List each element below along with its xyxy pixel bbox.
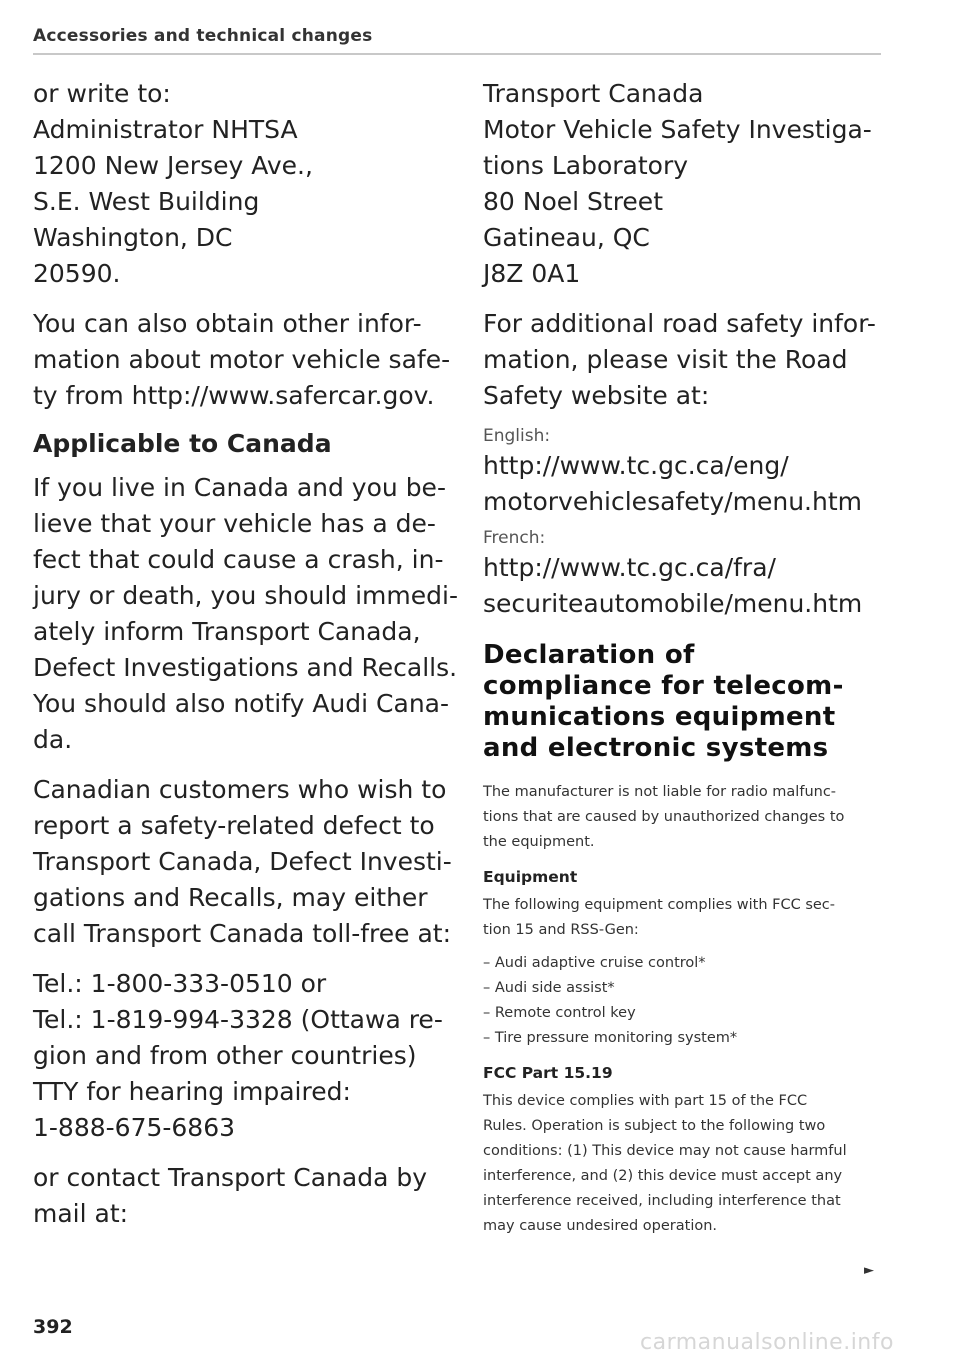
- left-column: [33, 76, 458, 1242]
- canada-defect-paragraph: [33, 470, 458, 758]
- text-line: Transport Canada: [483, 79, 704, 108]
- url-line[interactable]: http://www.tc.gc.ca/eng/: [483, 451, 789, 480]
- heading-line: munications equipment: [483, 702, 836, 732]
- phone-numbers: [33, 966, 453, 1146]
- heading-line: and electronic systems: [483, 733, 829, 763]
- heading-equipment: Equipment: [483, 868, 578, 886]
- list-item: – Tire pressure monitoring system*: [483, 1030, 738, 1046]
- text-line: For additional road safety infor-: [483, 309, 876, 338]
- text-line: jury or death, you should immedi-: [33, 581, 458, 610]
- text-line: Washington, DC: [33, 223, 233, 252]
- equipment-paragraph: [483, 893, 888, 943]
- heading-line: compliance for telecom-: [483, 671, 844, 701]
- text-line: call Transport Canada toll-free at:: [33, 919, 452, 948]
- text-line: lieve that your vehicle has a de-: [33, 509, 436, 538]
- manufacturer-liability-paragraph: [483, 780, 888, 855]
- fcc-paragraph: [483, 1089, 888, 1239]
- heading-fcc-part: FCC Part 15.19: [483, 1064, 613, 1082]
- text-line: If you live in Canada and you be-: [33, 473, 446, 502]
- text-line: fect that could cause a crash, in-: [33, 545, 444, 574]
- url-line[interactable]: http://www.tc.gc.ca/fra/: [483, 553, 776, 582]
- text-line: ately inform Transport Canada,: [33, 617, 421, 646]
- text-line: Rules. Operation is subject to the following two: [483, 1118, 826, 1134]
- text-line: This device complies with part 15 of the FCC: [483, 1093, 808, 1109]
- text-line: 20590.: [33, 259, 121, 288]
- text-line: tion 15 and RSS-Gen:: [483, 922, 639, 938]
- heading-declaration-of-compliance: [483, 640, 888, 764]
- french-label: French:: [483, 528, 546, 548]
- text-line: report a safety-related defect to: [33, 811, 435, 840]
- text-line: the equipment.: [483, 834, 595, 850]
- text-line: mation about motor vehicle safe-: [33, 345, 451, 374]
- english-label: English:: [483, 426, 551, 446]
- text-line: interference, and (2) this device must accept any: [483, 1168, 843, 1184]
- text-line: Transport Canada, Defect Investi-: [33, 847, 452, 876]
- text-line: You can also obtain other infor-: [33, 309, 422, 338]
- text-line: da.: [33, 725, 73, 754]
- text-line: gations and Recalls, may either: [33, 883, 428, 912]
- canadian-customers-paragraph: [33, 772, 453, 952]
- write-to-paragraph: [33, 76, 453, 112]
- heading-line: Declaration of: [483, 640, 695, 670]
- heading-applicable-to-canada: Applicable to Canada: [33, 429, 332, 458]
- list-item: – Audi adaptive cruise control*: [483, 955, 706, 971]
- text-line: gion and from other countries): [33, 1041, 417, 1070]
- text-line: Safety website at:: [483, 381, 710, 410]
- url-line[interactable]: motorvehiclesafety/menu.htm: [483, 487, 862, 516]
- list-item: – Audi side assist*: [483, 980, 615, 996]
- url-line[interactable]: securiteautomobile/menu.htm: [483, 589, 863, 618]
- text-line: Administrator NHTSA: [33, 115, 298, 144]
- text-line: S.E. West Building: [33, 187, 260, 216]
- text-line: The manufacturer is not liable for radio malfunc-: [483, 784, 837, 800]
- text-line: Motor Vehicle Safety Investiga-: [483, 115, 872, 144]
- english-url[interactable]: [483, 448, 888, 520]
- text-line: 80 Noel Street: [483, 187, 663, 216]
- text-line: may cause undesired operation.: [483, 1218, 718, 1234]
- text-line: You should also notify Audi Cana-: [33, 689, 450, 718]
- text-line: ty from http://www.safercar.gov.: [33, 381, 435, 410]
- text-line: tions that are caused by unauthorized changes to: [483, 809, 845, 825]
- transport-canada-address: [483, 76, 888, 292]
- text-line: interference received, including interference that: [483, 1193, 841, 1209]
- text-line: or write to:: [33, 79, 171, 108]
- text-line: mail at:: [33, 1199, 129, 1228]
- text-line: Defect Investigations and Recalls.: [33, 653, 458, 682]
- text-line: Gatineau, QC: [483, 223, 650, 252]
- watermark: carmanualsonline.info: [640, 1330, 894, 1355]
- road-safety-paragraph: [483, 306, 888, 414]
- text-line: 1-888-675-6863: [33, 1113, 236, 1142]
- continue-arrow-icon: ►: [864, 1263, 874, 1278]
- text-line: conditions: (1) This device may not cause harmful: [483, 1143, 847, 1159]
- list-item: – Remote control key: [483, 1005, 636, 1021]
- safercar-paragraph: [33, 306, 453, 414]
- text-line: mation, please visit the Road: [483, 345, 848, 374]
- equipment-list: [483, 951, 888, 1051]
- right-column: [483, 76, 888, 1239]
- header-divider: [33, 53, 881, 55]
- text-line: J8Z 0A1: [483, 259, 581, 288]
- text-line: TTY for hearing impaired:: [33, 1077, 351, 1106]
- text-line: tions Laboratory: [483, 151, 689, 180]
- text-line: 1200 New Jersey Ave.,: [33, 151, 313, 180]
- french-url[interactable]: [483, 550, 888, 622]
- text-line: Tel.: 1-800-333-0510 or: [33, 969, 327, 998]
- section-title: Accessories and technical changes: [33, 26, 373, 46]
- text-line: Canadian customers who wish to: [33, 775, 447, 804]
- text-line: Tel.: 1-819-994-3328 (Ottawa re-: [33, 1005, 443, 1034]
- page-number: 392: [33, 1316, 73, 1338]
- text-line: The following equipment complies with FCC sec-: [483, 897, 836, 913]
- nhtsa-address: [33, 112, 453, 292]
- contact-by-mail-paragraph: [33, 1160, 453, 1232]
- text-line: or contact Transport Canada by: [33, 1163, 428, 1192]
